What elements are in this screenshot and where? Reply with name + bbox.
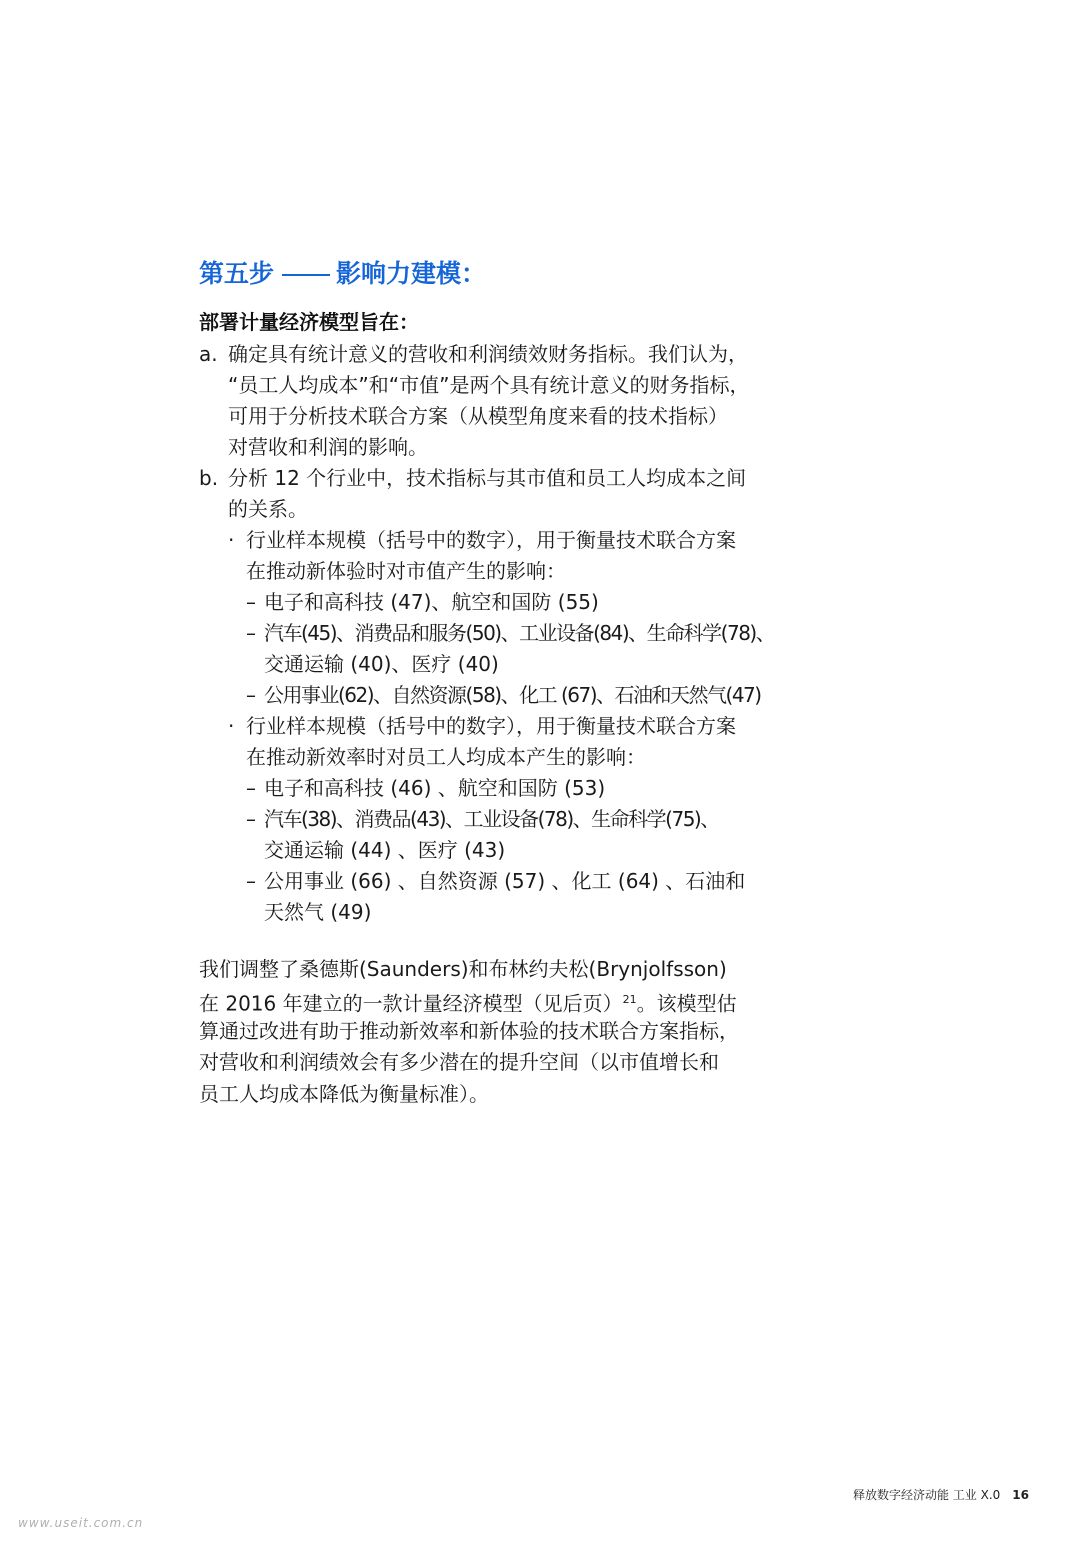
footer-title: 释放数字经济动能 工业 X.0 (852, 1488, 1001, 1502)
item-b-line: 分析 12 个行业中，技术指标与其市值和员工人均成本之间 (228, 466, 747, 490)
page-number: 16 (1012, 1488, 1029, 1502)
subitem-line: 汽车(45)、消费品和服务(50)、工业设备(84)、生命科学(78)、 (264, 621, 775, 645)
subheading: 部署计量经济模型旨在： (199, 310, 419, 334)
subitem-line: 交通运输 (44) 、医疗 (43) (264, 838, 506, 862)
footnote-reference: 21 (622, 993, 637, 1006)
subitem-marker: – (246, 869, 256, 893)
bullet-2-line: 在推动新效率时对员工人均成本产生的影响： (246, 745, 646, 769)
bullet-2-line: 行业样本规模（括号中的数字），用于衡量技术联合方案 (246, 714, 736, 738)
subitem-line: 公用事业 (66) 、自然资源 (57) 、化工 (64) 、石油和 (264, 869, 746, 893)
bullet-1-line: 在推动新体验时对市值产生的影响： (246, 559, 566, 583)
item-a-marker: a. (199, 342, 218, 366)
paragraph-line: 我们调整了桑德斯(Saunders)和布林约夫松(Brynjolfsson) (199, 957, 727, 981)
subitem-marker: – (246, 621, 256, 645)
paragraph-line: 算通过改进有助于推动新效率和新体验的技术联合方案指标， (199, 1019, 739, 1043)
paragraph-line: 对营收和利润绩效会有多少潜在的提升空间（以市值增长和 (199, 1050, 719, 1074)
paragraph-line: 在 2016 年建立的一款计量经济模型（见后页）$^{21}$。该模型估 (199, 991, 737, 1016)
item-a-line: 可用于分析技术联合方案（从模型角度来看的技术指标） (228, 404, 728, 428)
subitem-line: 天然气 (49) (264, 900, 372, 924)
subitem-line: 电子和高科技 (47)、航空和国防 (55) (264, 590, 599, 614)
item-a-line: 确定具有统计意义的营收和利润绩效财务指标。我们认为， (228, 342, 748, 366)
bullet-1-line: 行业样本规模（括号中的数字），用于衡量技术联合方案 (246, 528, 736, 552)
heading-prefix: 第五步 (199, 259, 275, 288)
watermark: www.useit.com.cn (18, 1516, 144, 1530)
page-footer (853, 1486, 1029, 1503)
section-heading (199, 254, 486, 290)
heading-suffix: 影响力建模： (336, 259, 487, 288)
subitem-marker: – (246, 776, 256, 800)
subitem-line: 汽车(38)、消费品(43)、工业设备(78)、生命科学(75)、 (264, 807, 719, 831)
subitem-marker: – (246, 590, 256, 614)
item-b-line: 的关系。 (228, 497, 308, 521)
subitem-marker: – (246, 807, 256, 831)
heading-dash-rule (282, 274, 330, 276)
item-a-line: 对营收和利润的影响。 (228, 435, 428, 459)
subitem-line: 交通运输 (40)、医疗 (40) (264, 652, 499, 676)
subitem-line: 电子和高科技 (46) 、航空和国防 (53) (264, 776, 606, 800)
paragraph-line: 员工人均成本降低为衡量标准）。 (199, 1082, 489, 1106)
item-a-line: “员工人均成本”和“市值”是两个具有统计意义的财务指标， (228, 373, 750, 397)
subitem-marker: – (246, 683, 256, 707)
bullet-2-marker: · (228, 714, 235, 738)
bullet-1-marker: · (228, 528, 235, 552)
subitem-line: 公用事业(62)、自然资源(58)、化工 (67)、石油和天然气(47) (264, 683, 761, 707)
item-b-marker: b. (199, 466, 219, 490)
